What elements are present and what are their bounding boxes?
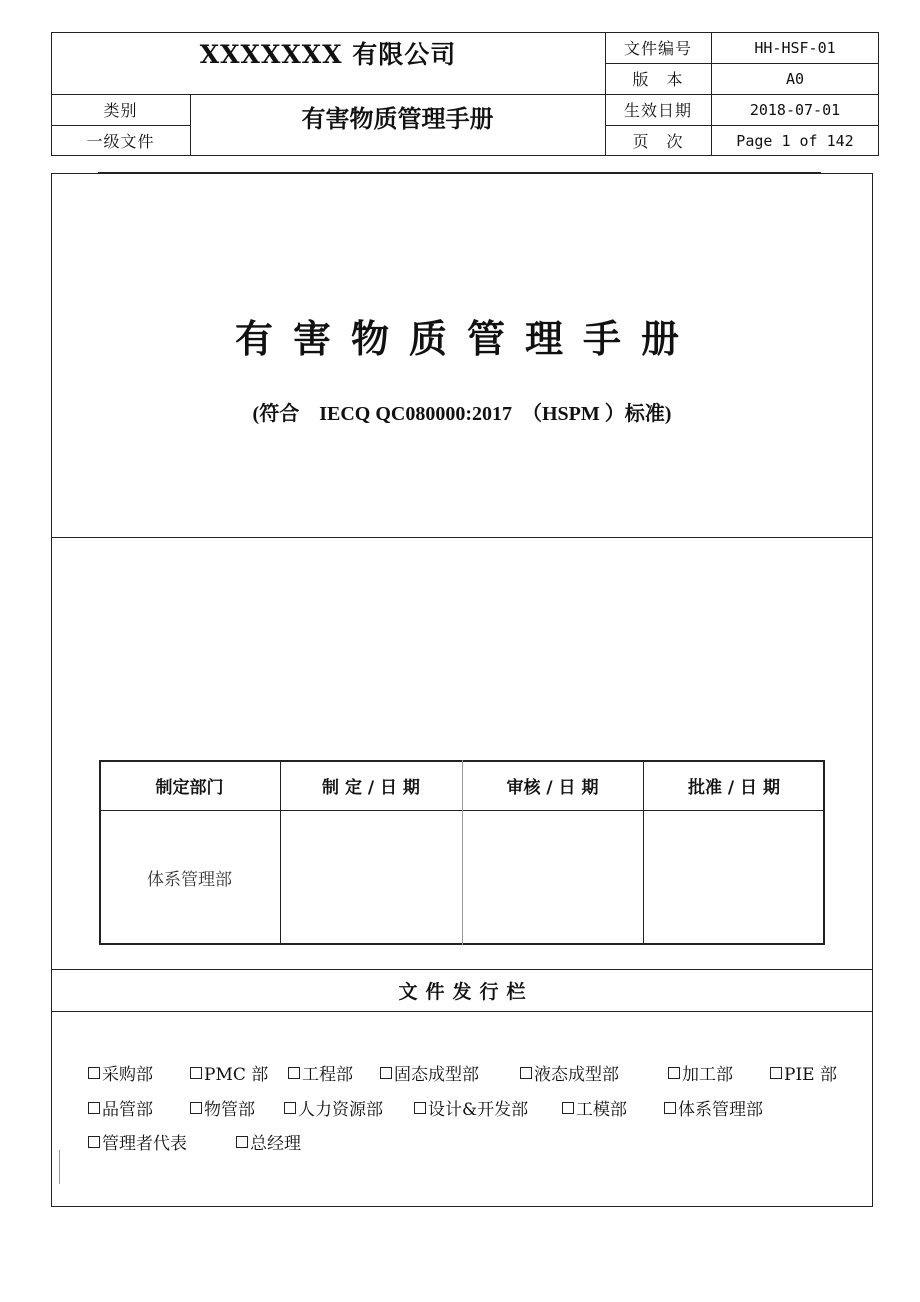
sign-value-approved <box>643 810 825 945</box>
distribution-row-3 <box>88 1129 301 1154</box>
checkbox-icon <box>770 1067 782 1079</box>
dept-label: 采购部 <box>102 1065 153 1085</box>
category-label: 类别 <box>103 101 138 120</box>
checkbox-icon <box>668 1067 680 1079</box>
version-label: 版 本 <box>632 70 684 89</box>
category-value: 一级文件 <box>86 132 155 151</box>
checkbox-icon <box>88 1136 100 1148</box>
checkbox-icon <box>664 1102 676 1114</box>
section-divider <box>51 1011 873 1012</box>
section-divider <box>51 537 873 538</box>
dept-label: 工程部 <box>302 1065 353 1085</box>
dept-label: 人力资源部 <box>298 1100 383 1120</box>
dept-checkbox-solid-molding[interactable] <box>380 1060 520 1085</box>
doc-number-value: HH-HSF-01 <box>754 38 836 57</box>
sign-header-reviewed: 审核 / 日 期 <box>506 777 599 798</box>
checkbox-icon <box>190 1067 202 1079</box>
effective-date-value: 2018-07-01 <box>749 100 841 119</box>
sign-header-department: 制定部门 <box>155 777 224 798</box>
company-name: XXXXXXX 有限公司 <box>199 40 457 69</box>
distribution-row-1 <box>88 1060 837 1085</box>
checkbox-icon <box>236 1136 248 1148</box>
checkbox-icon <box>414 1102 426 1114</box>
checkbox-icon <box>190 1102 202 1114</box>
dept-label: 物管部 <box>204 1100 255 1120</box>
dept-label: 设计&开发部 <box>428 1100 529 1120</box>
checkbox-icon <box>520 1067 532 1079</box>
checkbox-icon <box>284 1102 296 1114</box>
checkbox-icon <box>88 1102 100 1114</box>
dept-checkbox-purchasing[interactable] <box>88 1060 190 1085</box>
dept-label: 品管部 <box>102 1100 153 1120</box>
dept-label: PMC 部 <box>204 1065 269 1085</box>
dept-label: 总经理 <box>250 1134 301 1154</box>
doc-number-label: 文件编号 <box>623 39 692 58</box>
dept-checkbox-mgmt-rep[interactable] <box>88 1129 236 1154</box>
cover-subtitle: (符合 IECQ QC080000:2017 （HSPM ）标准) <box>252 402 672 425</box>
checkbox-icon <box>562 1102 574 1114</box>
sign-value-prepared <box>280 810 462 945</box>
dept-label: 固态成型部 <box>394 1065 479 1085</box>
dept-checkbox-liquid-molding[interactable] <box>520 1060 668 1085</box>
sign-value-department: 体系管理部 <box>147 870 232 890</box>
sign-value-reviewed <box>462 810 643 945</box>
page-label: 页 次 <box>632 132 684 151</box>
dept-checkbox-materials[interactable] <box>190 1095 284 1120</box>
dept-checkbox-engineering[interactable] <box>288 1060 380 1085</box>
dept-label: PIE 部 <box>784 1065 837 1085</box>
cover-title: 有害物质管理手册 <box>234 316 699 361</box>
text-cursor-mark <box>59 1150 60 1184</box>
dept-label: 管理者代表 <box>102 1134 187 1154</box>
page-value: Page 1 of 142 <box>736 131 854 150</box>
dept-label: 液态成型部 <box>534 1065 619 1085</box>
sign-header-approved: 批准 / 日 期 <box>688 777 780 798</box>
dept-checkbox-general-manager[interactable] <box>236 1129 301 1154</box>
dept-checkbox-tooling[interactable] <box>562 1095 664 1120</box>
distribution-row-2 <box>88 1095 763 1120</box>
version-value: A0 <box>785 69 805 88</box>
dept-checkbox-design-dev[interactable] <box>414 1095 562 1120</box>
dept-label: 加工部 <box>682 1065 733 1085</box>
dept-checkbox-machining[interactable] <box>668 1060 770 1085</box>
dept-label: 体系管理部 <box>678 1100 763 1120</box>
cover-top-rule <box>98 172 821 174</box>
sign-header-prepared: 制 定 / 日 期 <box>322 777 420 798</box>
dept-label: 工模部 <box>576 1100 627 1120</box>
dept-checkbox-quality[interactable] <box>88 1095 190 1120</box>
effective-date-label: 生效日期 <box>623 101 692 120</box>
dept-checkbox-system-mgmt[interactable] <box>664 1095 763 1120</box>
checkbox-icon <box>380 1067 392 1079</box>
header-doc-title: 有害物质管理手册 <box>301 104 494 133</box>
dept-checkbox-pmc[interactable] <box>190 1060 288 1085</box>
dept-checkbox-pie[interactable] <box>770 1060 837 1085</box>
checkbox-icon <box>88 1067 100 1079</box>
checkbox-icon <box>288 1067 300 1079</box>
dept-checkbox-hr[interactable] <box>284 1095 414 1120</box>
distribution-title: 文件发行栏 <box>398 981 534 1003</box>
